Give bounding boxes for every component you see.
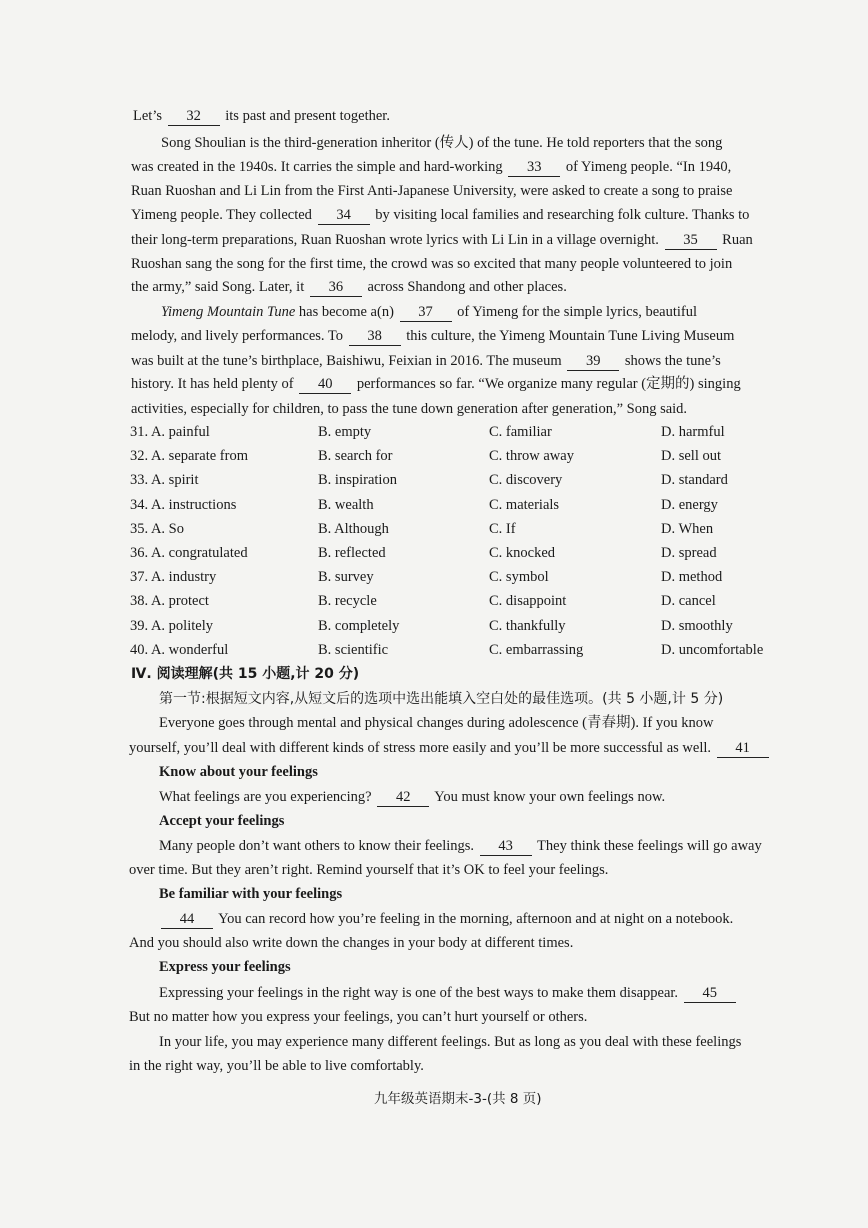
passage-line: in the right way, you’ll be able to live comfortably.: [129, 1058, 424, 1074]
subheading: Express your feelings: [159, 959, 291, 975]
passage-line: [129, 738, 771, 758]
text: was created in the 1940s. It carries the simple and hard-working: [131, 159, 503, 175]
option-34-d: D. energy: [661, 497, 718, 513]
text: this culture, the Yimeng Mountain Tune Living Museum: [406, 328, 735, 344]
text: Many people don’t want others to know their feelings.: [159, 838, 475, 854]
page-footer: 九年级英语期末-3-(共 8 页): [374, 1091, 542, 1107]
option-31-b: B. empty: [318, 424, 372, 440]
passage-line: Ruan Ruoshan and Li Lin from the First Anti-Japanese University, were asked to create a song to praise: [131, 183, 733, 199]
text: Yimeng people. They collected: [131, 207, 312, 223]
option-35-a: 35. A. So: [130, 521, 184, 537]
text: yourself, you’ll deal with different kinds of stress more easily and you’ll be more successful as well.: [129, 740, 712, 756]
option-32-a: 32. A. separate from: [130, 448, 248, 464]
option-32-b: B. search for: [318, 448, 393, 464]
option-34-c: C. materials: [489, 497, 560, 513]
passage-line: [131, 351, 721, 371]
option-37-c: C. symbol: [489, 569, 549, 585]
option-36-b: B. reflected: [318, 545, 386, 561]
subheading: Know about your feelings: [159, 764, 318, 780]
option-32-d: D. sell out: [661, 448, 722, 464]
option-38-c: C. disappoint: [489, 593, 567, 609]
option-38-b: B. recycle: [318, 593, 377, 609]
passage-line: But no matter how you express your feelings, you can’t hurt yourself or others.: [129, 1009, 588, 1025]
option-39-c: C. thankfully: [489, 618, 566, 634]
option-34-a: 34. A. instructions: [130, 497, 237, 513]
text: shows the tune’s: [624, 353, 721, 369]
option-39-d: D. smoothly: [661, 618, 733, 634]
option-33-c: C. discovery: [489, 472, 563, 488]
option-36-c: C. knocked: [489, 545, 556, 561]
blank-45: 45: [684, 985, 736, 1003]
text: They think these feelings will go away: [537, 838, 762, 854]
option-39-a: 39. A. politely: [130, 618, 213, 634]
blank-41: 41: [717, 740, 769, 758]
text: You must know your own feelings now.: [434, 789, 666, 805]
text: has become a(n): [298, 304, 394, 320]
option-36-a: 36. A. congratulated: [130, 545, 248, 561]
option-38-a: 38. A. protect: [130, 593, 209, 609]
passage-line: And you should also write down the changes in your body at different times.: [129, 935, 574, 951]
option-38-d: D. cancel: [661, 593, 716, 609]
option-35-b: B. Although: [318, 521, 389, 537]
subheading: Accept your feelings: [159, 813, 285, 829]
text: Let’s: [133, 108, 162, 124]
passage-line: [131, 374, 741, 394]
blank-43: 43: [480, 838, 532, 856]
passage-line: [159, 983, 738, 1003]
option-31-a: 31. A. painful: [130, 424, 210, 440]
blank-36: 36: [310, 279, 362, 297]
blank-40: 40: [299, 376, 351, 394]
option-40-a: 40. A. wonderful: [130, 642, 229, 658]
text: Expressing your feelings in the right way is one of the best ways to make them disappear.: [159, 985, 679, 1001]
passage-line: [133, 106, 390, 126]
text: melody, and lively performances. To: [131, 328, 343, 344]
passage-line: In your life, you may experience many different feelings. But as long as you deal with these feelings: [159, 1034, 742, 1050]
passage-line: Everyone goes through mental and physical changes during adolescence (青春期). If you know: [159, 715, 714, 731]
section-instructions: 第一节:根据短文内容,从短文后的选项中选出能填入空白处的最佳选项。(共 5 小题,计 5 分): [159, 691, 724, 707]
passage-line: activities, especially for children, to pass the tune down generation after generation,” Song said.: [131, 401, 688, 417]
passage-line: Song Shoulian is the third-generation inheritor (传人) of the tune. He told reporters that the song: [161, 135, 723, 151]
text: You can record how you’re feeling in the morning, afternoon and at night on a notebook.: [218, 911, 734, 927]
option-34-b: B. wealth: [318, 497, 374, 513]
blank-32: 32: [168, 108, 220, 126]
text: their long-term preparations, Ruan Ruoshan wrote lyrics with Li Lin in a village overnight.: [131, 232, 659, 248]
passage-line: [159, 909, 733, 929]
blank-38: 38: [349, 328, 401, 346]
blank-44: 44: [161, 911, 213, 929]
passage-line: [131, 157, 731, 177]
blank-33: 33: [508, 159, 560, 177]
option-31-d: D. harmful: [661, 424, 725, 440]
option-40-d: D. uncomfortable: [661, 642, 764, 658]
option-33-b: B. inspiration: [318, 472, 397, 488]
option-33-d: D. standard: [661, 472, 728, 488]
passage-line: [161, 302, 697, 322]
text: performances so far. “We organize many regular (定期的) singing: [356, 376, 741, 392]
option-40-b: B. scientific: [318, 642, 389, 658]
option-37-a: 37. A. industry: [130, 569, 217, 585]
text: was built at the tune’s birthplace, Baishiwu, Feixian in 2016. The museum: [131, 353, 562, 369]
section-heading: Ⅳ. 阅读理解(共 15 小题,计 20 分): [131, 666, 360, 682]
text: of Yimeng for the simple lyrics, beautiful: [457, 304, 698, 320]
option-33-a: 33. A. spirit: [130, 472, 199, 488]
blank-35: 35: [665, 232, 717, 250]
passage-line: [131, 277, 567, 297]
text: its past and present together.: [225, 108, 390, 124]
option-39-b: B. completely: [318, 618, 400, 634]
option-37-d: D. method: [661, 569, 723, 585]
option-37-b: B. survey: [318, 569, 374, 585]
blank-34: 34: [318, 207, 370, 225]
text: across Shandong and other places.: [367, 279, 567, 295]
blank-37: 37: [400, 304, 452, 322]
song-title: Yimeng Mountain Tune: [161, 304, 296, 320]
passage-line: [159, 787, 665, 807]
passage-line: [131, 230, 753, 250]
option-35-d: D. When: [661, 521, 714, 537]
option-31-c: C. familiar: [489, 424, 552, 440]
option-35-c: C. If: [489, 521, 516, 537]
blank-39: 39: [567, 353, 619, 371]
option-40-c: C. embarrassing: [489, 642, 584, 658]
passage-line: Ruoshan sang the song for the first time, the crowd was so excited that many people volunteered to join: [131, 256, 733, 272]
text: What feelings are you experiencing?: [159, 789, 372, 805]
passage-line: [159, 836, 762, 856]
passage-line: [131, 205, 749, 225]
text: by visiting local families and researching folk culture. Thanks to: [375, 207, 750, 223]
text: Ruan: [722, 232, 753, 248]
option-36-d: D. spread: [661, 545, 717, 561]
passage-line: over time. But they aren’t right. Remind yourself that it’s OK to feel your feelings.: [129, 862, 609, 878]
text: the army,” said Song. Later, it: [131, 279, 305, 295]
option-32-c: C. throw away: [489, 448, 574, 464]
subheading: Be familiar with your feelings: [159, 886, 343, 902]
blank-42: 42: [377, 789, 429, 807]
text: history. It has held plenty of: [131, 376, 294, 392]
passage-line: [131, 326, 734, 346]
text: of Yimeng people. “In 1940,: [565, 159, 732, 175]
